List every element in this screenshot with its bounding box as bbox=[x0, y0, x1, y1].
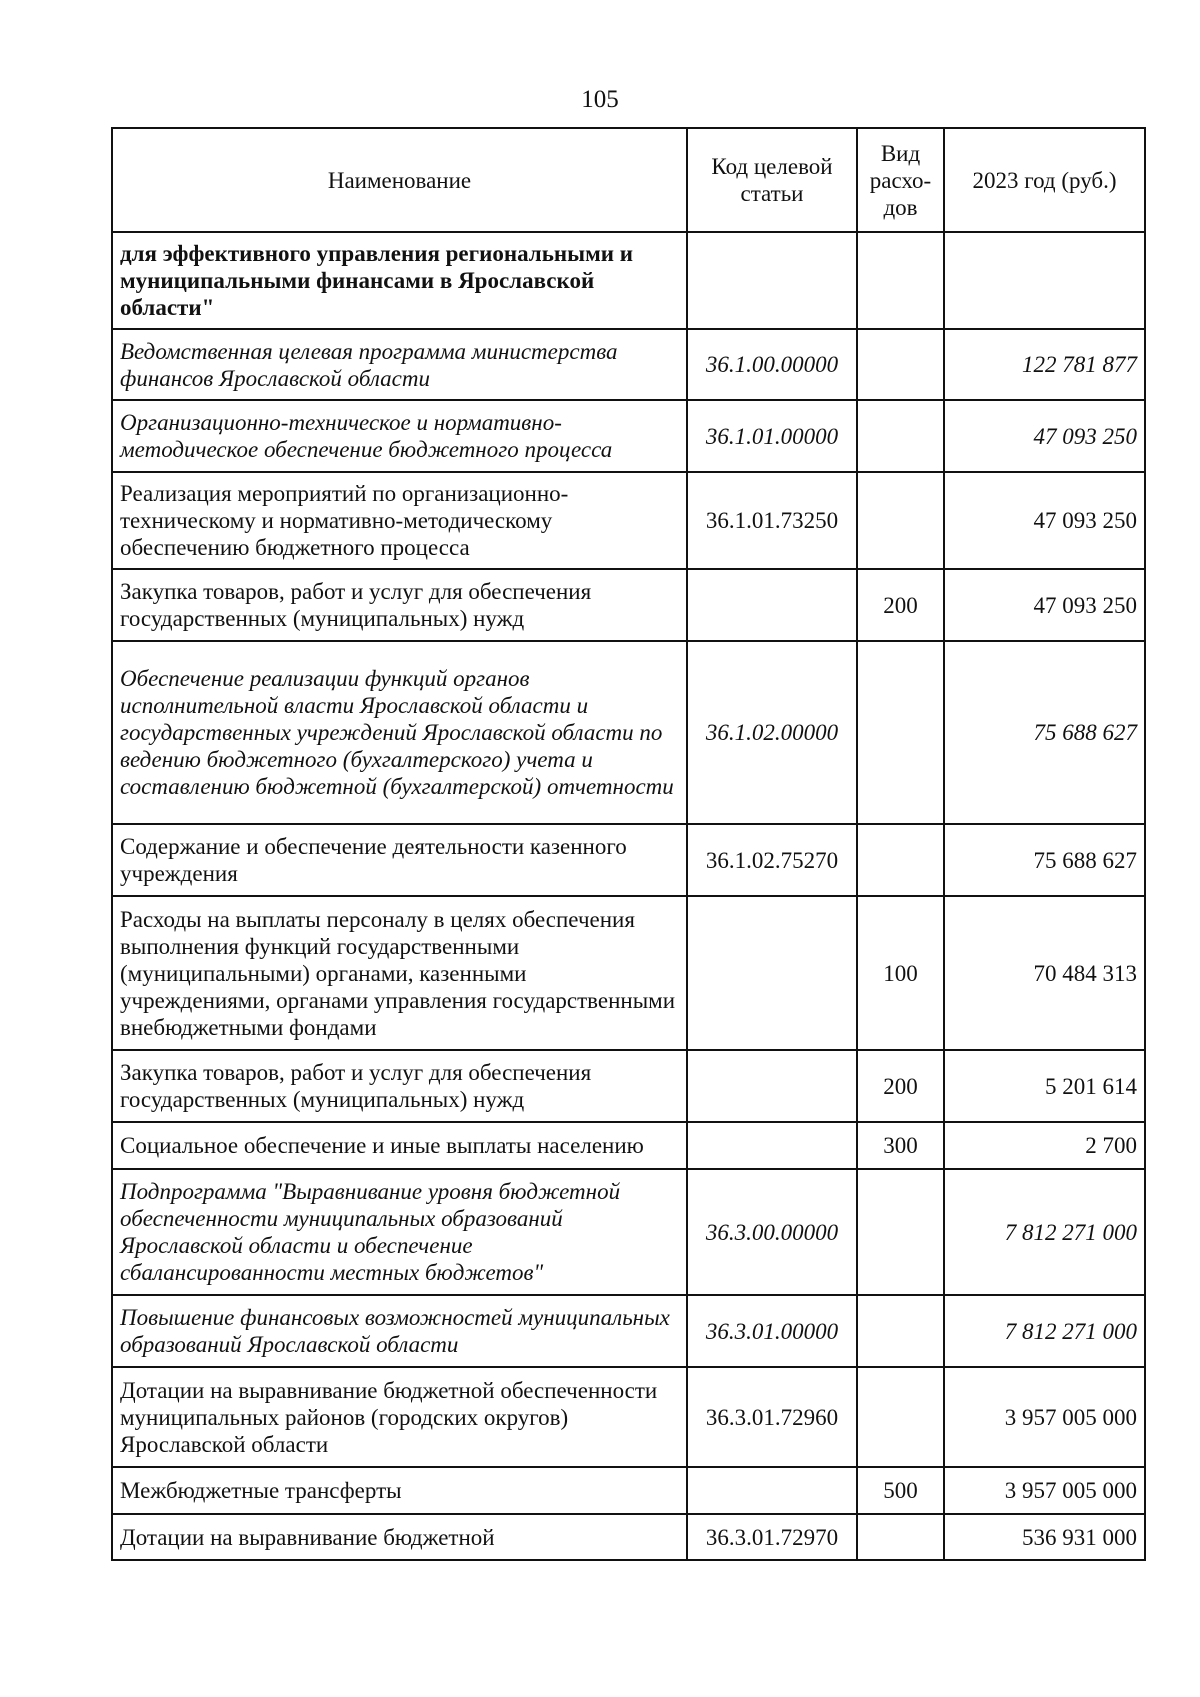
row-amount: 5 201 614 bbox=[944, 1050, 1145, 1122]
row-type bbox=[857, 1367, 944, 1467]
row-name: Обеспечение реализации функций органов исполнительной власти Ярославской области и государственных учреждений Ярославской области по ведению бюджетного (бухгалтерского) учета и составлению бюджетной (бухгалтерской) отчетности bbox=[112, 641, 687, 824]
row-code bbox=[687, 1467, 857, 1514]
table-row bbox=[112, 1122, 1145, 1169]
table-row bbox=[112, 1514, 1145, 1560]
row-amount: 47 093 250 bbox=[944, 400, 1145, 472]
table-row bbox=[112, 896, 1145, 1050]
row-amount: 7 812 271 000 bbox=[944, 1169, 1145, 1295]
table-row bbox=[112, 1295, 1145, 1367]
row-name: Содержание и обеспечение деятельности казенного учреждения bbox=[112, 824, 687, 896]
row-amount: 3 957 005 000 bbox=[944, 1367, 1145, 1467]
row-type bbox=[857, 1169, 944, 1295]
row-name: для эффективного управления региональными и муниципальными финансами в Ярославской области" bbox=[112, 232, 687, 329]
row-code bbox=[687, 1122, 857, 1169]
row-type: 200 bbox=[857, 1050, 944, 1122]
header-name: Наименование bbox=[112, 128, 687, 232]
row-amount: 122 781 877 bbox=[944, 329, 1145, 400]
row-name: Межбюджетные трансферты bbox=[112, 1467, 687, 1514]
table-row bbox=[112, 472, 1145, 569]
row-type: 500 bbox=[857, 1467, 944, 1514]
row-name: Дотации на выравнивание бюджетной обеспеченности муниципальных районов (городских округов) Ярославской области bbox=[112, 1367, 687, 1467]
row-name: Подпрограмма "Выравнивание уровня бюджетной обеспеченности муниципальных образований Ярославской области и обеспечение сбалансированности местных бюджетов" bbox=[112, 1169, 687, 1295]
row-amount: 2 700 bbox=[944, 1122, 1145, 1169]
table-body bbox=[112, 232, 1145, 1560]
table-row bbox=[112, 1467, 1145, 1514]
table-header bbox=[112, 128, 1145, 232]
header-amount: 2023 год (руб.) bbox=[944, 128, 1145, 232]
row-amount: 47 093 250 bbox=[944, 472, 1145, 569]
row-code: 36.1.02.00000 bbox=[687, 641, 857, 824]
row-type bbox=[857, 1295, 944, 1367]
row-name: Дотации на выравнивание бюджетной bbox=[112, 1514, 687, 1560]
row-name: Повышение финансовых возможностей муниципальных образований Ярославской области bbox=[112, 1295, 687, 1367]
row-name: Закупка товаров, работ и услуг для обеспечения государственных (муниципальных) нужд bbox=[112, 1050, 687, 1122]
table-row bbox=[112, 329, 1145, 400]
row-code: 36.1.01.00000 bbox=[687, 400, 857, 472]
row-type bbox=[857, 824, 944, 896]
row-name: Реализация мероприятий по организационно-техническому и нормативно-методическому обеспечению бюджетного процесса bbox=[112, 472, 687, 569]
row-code: 36.3.01.72970 bbox=[687, 1514, 857, 1560]
row-amount: 7 812 271 000 bbox=[944, 1295, 1145, 1367]
table-row bbox=[112, 824, 1145, 896]
row-amount: 70 484 313 bbox=[944, 896, 1145, 1050]
row-amount: 47 093 250 bbox=[944, 569, 1145, 641]
row-amount: 75 688 627 bbox=[944, 824, 1145, 896]
table-row bbox=[112, 232, 1145, 329]
header-code: Код целевой статьи bbox=[687, 128, 857, 232]
table-row bbox=[112, 1367, 1145, 1467]
row-code: 36.1.00.00000 bbox=[687, 329, 857, 400]
table-row bbox=[112, 1169, 1145, 1295]
row-code bbox=[687, 569, 857, 641]
table-row bbox=[112, 641, 1145, 824]
table-row bbox=[112, 400, 1145, 472]
page-number: 105 bbox=[581, 86, 619, 113]
table-row bbox=[112, 569, 1145, 641]
row-code: 36.3.00.00000 bbox=[687, 1169, 857, 1295]
row-code bbox=[687, 896, 857, 1050]
row-type: 300 bbox=[857, 1122, 944, 1169]
row-name: Закупка товаров, работ и услуг для обеспечения государственных (муниципальных) нужд bbox=[112, 569, 687, 641]
row-type: 100 bbox=[857, 896, 944, 1050]
header-row bbox=[112, 128, 1145, 232]
row-name: Социальное обеспечение и иные выплаты населению bbox=[112, 1122, 687, 1169]
row-name: Расходы на выплаты персоналу в целях обеспечения выполнения функций государственными (муниципальными) органами, казенными учреждениями, органами управления государственными внебюджетными фондами bbox=[112, 896, 687, 1050]
row-code bbox=[687, 1050, 857, 1122]
row-type bbox=[857, 329, 944, 400]
row-amount bbox=[944, 232, 1145, 329]
row-type bbox=[857, 472, 944, 569]
table-row bbox=[112, 1050, 1145, 1122]
row-code: 36.1.01.73250 bbox=[687, 472, 857, 569]
row-type bbox=[857, 400, 944, 472]
row-amount: 75 688 627 bbox=[944, 641, 1145, 824]
row-code bbox=[687, 232, 857, 329]
row-type: 200 bbox=[857, 569, 944, 641]
row-code: 36.1.02.75270 bbox=[687, 824, 857, 896]
row-type bbox=[857, 641, 944, 824]
row-name: Организационно-техническое и нормативно-методическое обеспечение бюджетного процесса bbox=[112, 400, 687, 472]
row-name: Ведомственная целевая программа министерства финансов Ярославской области bbox=[112, 329, 687, 400]
row-type bbox=[857, 1514, 944, 1560]
row-amount: 3 957 005 000 bbox=[944, 1467, 1145, 1514]
row-code: 36.3.01.00000 bbox=[687, 1295, 857, 1367]
row-type bbox=[857, 232, 944, 329]
budget-table bbox=[111, 127, 1146, 1561]
row-code: 36.3.01.72960 bbox=[687, 1367, 857, 1467]
row-amount: 536 931 000 bbox=[944, 1514, 1145, 1560]
header-type: Вид расхо-дов bbox=[857, 128, 944, 232]
